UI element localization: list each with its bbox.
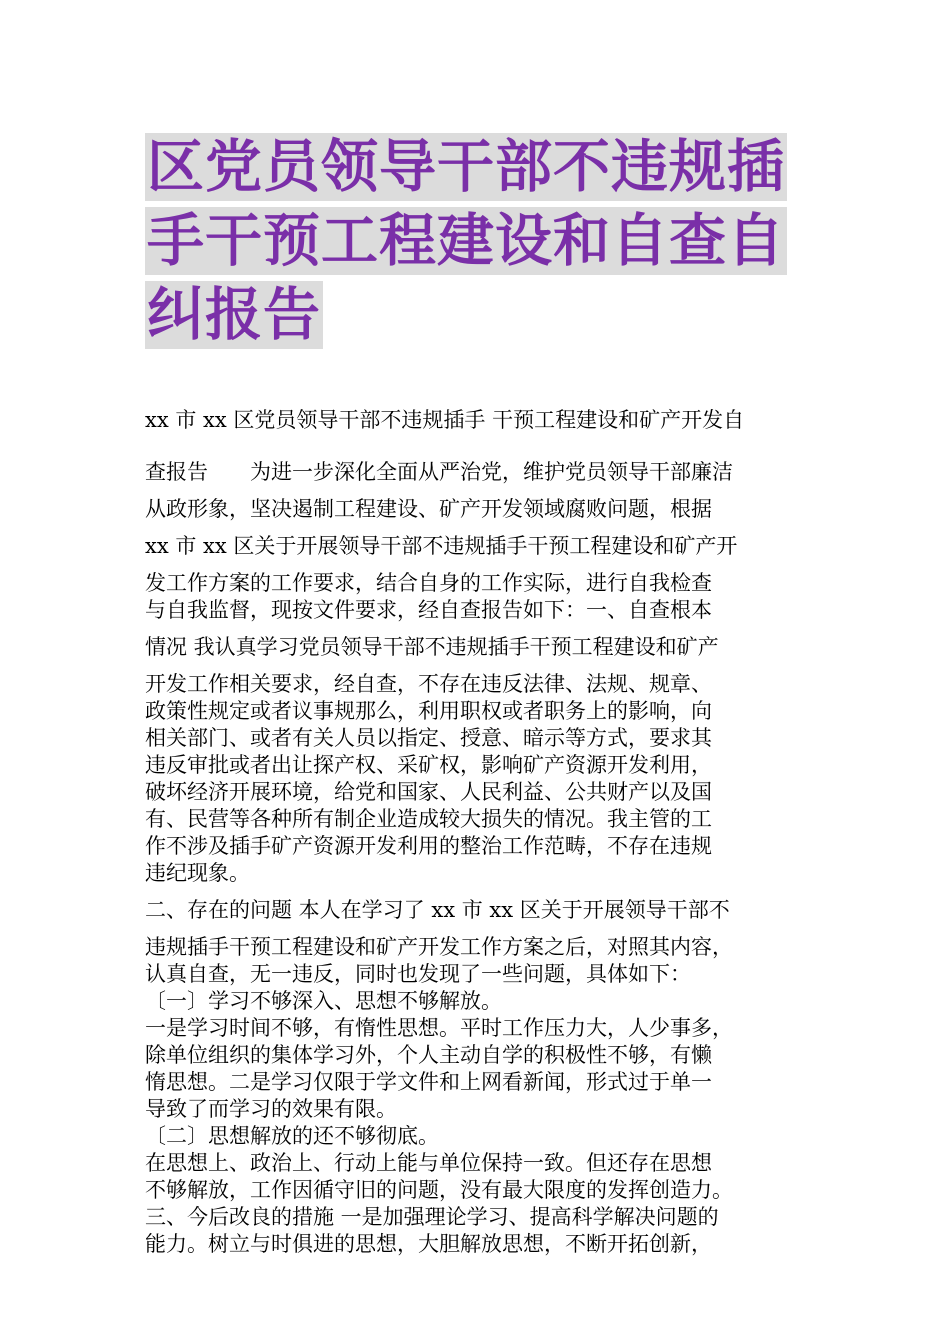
body-line: 从政形象，坚决遏制工程建设、矿产开发领域腐败问题，根据 bbox=[145, 497, 712, 521]
body-line: 作不涉及插手矿产资源开发利用的整治工作范畴，不存在违规 bbox=[145, 834, 712, 858]
body-line: xx 市 xx 区党员领导干部不违规插手 干预工程建设和矿产开发自 bbox=[145, 408, 745, 432]
body-line: 情况 我认真学习党员领导干部不违规插手干预工程建设和矿产 bbox=[145, 635, 719, 659]
body-line: 发工作方案的工作要求，结合自身的工作实际，进行自我检查 bbox=[145, 571, 712, 595]
document-title bbox=[145, 133, 810, 355]
body-line: 在思想上、政治上、行动上能与单位保持一致。但还存在思想 bbox=[145, 1151, 712, 1175]
body-line: 与自我监督，现按文件要求，经自查报告如下：一、自查根本 bbox=[145, 598, 712, 622]
body-line: 有、民营等各种所有制企业造成较大损失的情况。我主管的工 bbox=[145, 807, 712, 831]
body-line: 〔一〕学习不够深入、思想不够解放。 bbox=[145, 989, 502, 1013]
body-line: 相关部门、或者有关人员以指定、授意、暗示等方式，要求其 bbox=[145, 726, 712, 750]
body-line: 政策性规定或者议事规那么，利用职权或者职务上的影响，向 bbox=[145, 699, 712, 723]
title-line: 手干预工程建设和自查自 bbox=[147, 208, 785, 274]
body-line: 违规插手干预工程建设和矿产开发工作方案之后，对照其内容， bbox=[145, 935, 733, 959]
document-body bbox=[145, 407, 813, 1258]
body-line: 导致了而学习的效果有限。 bbox=[145, 1097, 397, 1121]
body-line: 三、今后改良的措施 一是加强理论学习、提高科学解决问题的 bbox=[145, 1205, 719, 1229]
body-line: 开发工作相关要求，经自查，不存在违反法律、法规、规章、 bbox=[145, 672, 712, 696]
body-line: 破坏经济开展环境，给党和国家、人民利益、公共财产以及国 bbox=[145, 780, 712, 804]
body-line: 违反审批或者出让探产权、采矿权，影响矿产资源开发利用， bbox=[145, 753, 712, 777]
body-line: 违纪现象。 bbox=[145, 861, 250, 885]
body-line: 惰思想。二是学习仅限于学文件和上网看新闻，形式过于单一 bbox=[145, 1070, 712, 1094]
body-line: 认真自查，无一违反，同时也发现了一些问题，具体如下： bbox=[145, 962, 691, 986]
body-line: 〔二〕思想解放的还不够彻底。 bbox=[145, 1124, 439, 1148]
body-line: xx 市 xx 区关于开展领导干部不违规插手干预工程建设和矿产开 bbox=[145, 534, 738, 558]
title-line: 纠报告 bbox=[147, 282, 321, 348]
body-line: 不够解放，工作因循守旧的问题，没有最大限度的发挥创造力。 bbox=[145, 1178, 733, 1202]
body-line: 二、存在的问题 本人在学习了 xx 市 xx 区关于开展领导干部不 bbox=[145, 898, 730, 922]
body-line: 一是学习时间不够，有惰性思想。平时工作压力大，人少事多， bbox=[145, 1016, 733, 1040]
body-line: 能力。树立与时俱进的思想，大胆解放思想，不断开拓创新， bbox=[145, 1232, 712, 1256]
body-line: 查报告 为进一步深化全面从严治党，维护党员领导干部廉洁 bbox=[145, 460, 733, 484]
title-line: 区党员领导干部不违规插 bbox=[147, 134, 785, 200]
body-line: 除单位组织的集体学习外，个人主动自学的积极性不够，有懒 bbox=[145, 1043, 712, 1067]
